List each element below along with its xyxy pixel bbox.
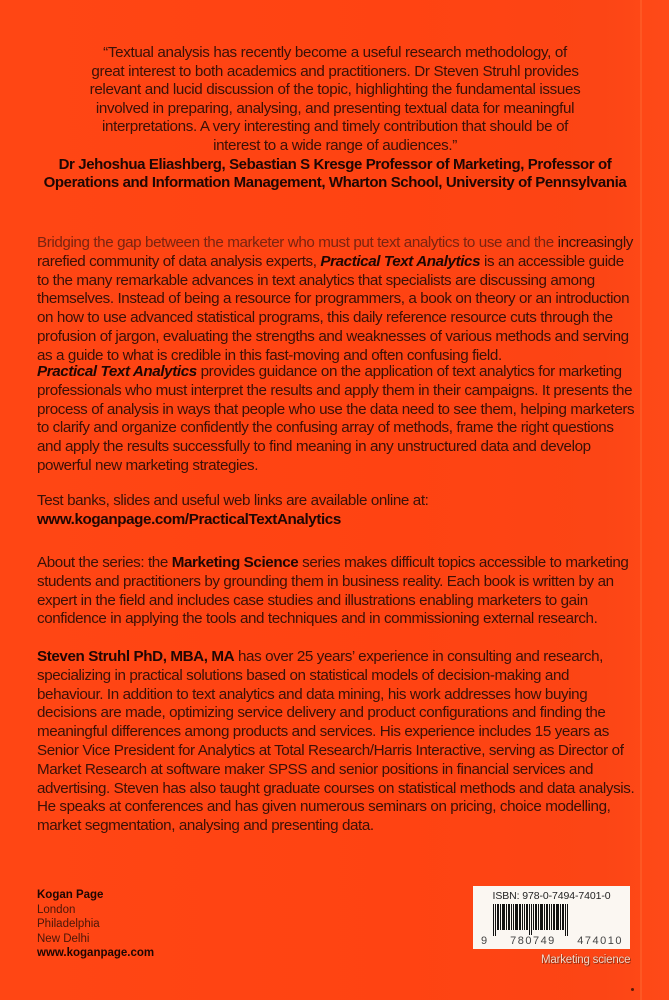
- barcode-digits: 9 780749 474010: [481, 935, 623, 947]
- publisher-city: London: [37, 903, 76, 916]
- attribution-line: Operations and Information Management, Wharton School, University of Pennsylvania: [43, 174, 627, 192]
- series-label: Marketing science: [541, 954, 631, 966]
- endorsement-quote: [40, 44, 630, 193]
- series-paragraph: About the series: the Marketing Science series makes difficult topics accessible to marketing students and practitioners by grounding them in business reality. Each book is written by an expert in the field and includes case studies and illustrations enabling marketers to gain confidence in applying the tools and techniques and in commissioning external research.: [37, 554, 629, 628]
- description-paragraph-1: Bridging the gap between the marketer who must put text analytics to use and the increasingly rarefied community of data analysis experts, Practical Text Analytics is an accessible guide to the many remarkable advances in text analytics that specialists are discussing among themselves. Instead of being a resource for programmers, a book on theory or an introduction on how to use advanced statistical programs, this daily reference resource cuts through the profusion of jargon, evaluating the strengths and weaknesses of various methods and serving as a guide to what is credible in this fast-moving and often confusing field.: [37, 234, 633, 364]
- book-title: Practical Text Analytics: [320, 252, 481, 270]
- quote-line: “Textual analysis has recently become a useful research methodology, of: [103, 44, 567, 61]
- author-bio-paragraph: Steven Struhl PhD, MBA, MA has over 25 years’ experience in consulting and research, specializing in practical solutions based on statistical models of decision-making and behaviour. In addition to text analytics and data mining, his work addresses how buying decisions are made, optimizing service delivery and product configurations and finding the meaningful differences among products and services. His experience includes 15 years as Senior Vice President for Analytics at Total Research/Harris Interactive, serving as Director of Market Research at software maker SPSS and senior positions in financial services and advertising. Steven has also taught graduate courses on statistical methods and data analysis. He speaks at conferences and has given numerous seminars on pricing, choice modelling, market segmentation, analysing and presenting data.: [37, 648, 635, 835]
- series-name: Marketing Science: [171, 554, 299, 571]
- quote-line: involved in preparing, analysing, and presenting textual data for meaningful: [95, 99, 575, 117]
- publisher-website[interactable]: www.koganpage.com: [37, 947, 155, 959]
- publisher-block: [37, 888, 154, 961]
- publisher-name: Kogan Page: [37, 889, 104, 901]
- publisher-city: New Delhi: [37, 932, 90, 945]
- publisher-city: Philadelphia: [37, 918, 100, 930]
- isbn-label: ISBN: 978-0-7494-7401-0: [492, 890, 611, 902]
- cover-edge-crease: [640, 0, 642, 1000]
- description-paragraph-2: Practical Text Analytics provides guidance on the application of text analytics for marketing professionals who must interpret the results and apply them in their campaigns. It presents the process of analysis in ways that people who use the data need to see them, helping marketers to clarify and organize confidently the confusing array of methods, frame the right questions and apply the results successfully to find meaning in any unstructured data and develop powerful new marketing strategies.: [37, 363, 635, 474]
- faded-first-line: Bridging the gap between the marketer who must put text analytics to use and the: [37, 234, 554, 251]
- isbn-barcode: [473, 886, 630, 949]
- quote-line: relevant and lucid discussion of the topic, highlighting the fundamental issues: [89, 81, 581, 99]
- barcode-bars-icon: [493, 904, 618, 934]
- quote-line: interest to a wide range of audiences.”: [213, 136, 457, 154]
- resources-url[interactable]: www.koganpage.com/PracticalTextAnalytics: [37, 510, 341, 528]
- author-name: Steven Struhl PhD, MBA, MA: [37, 648, 235, 665]
- quote-line: interpretations. A very interesting and timely contribution that should be of: [101, 118, 569, 136]
- book-title: Practical Text Analytics: [37, 363, 197, 380]
- quote-attribution: [40, 156, 630, 193]
- quote-line: great interest to both academics and practitioners. Dr Steven Struhl provides: [91, 62, 579, 80]
- attribution-line: Dr Jehoshua Eliashberg, Sebastian S Kresge Professor of Marketing, Professor of: [58, 155, 612, 173]
- print-mark: [631, 988, 634, 991]
- online-resources-paragraph: Test banks, slides and useful web links are available online at: www.koganpage.com/PracticalTextAnalytics: [37, 492, 429, 528]
